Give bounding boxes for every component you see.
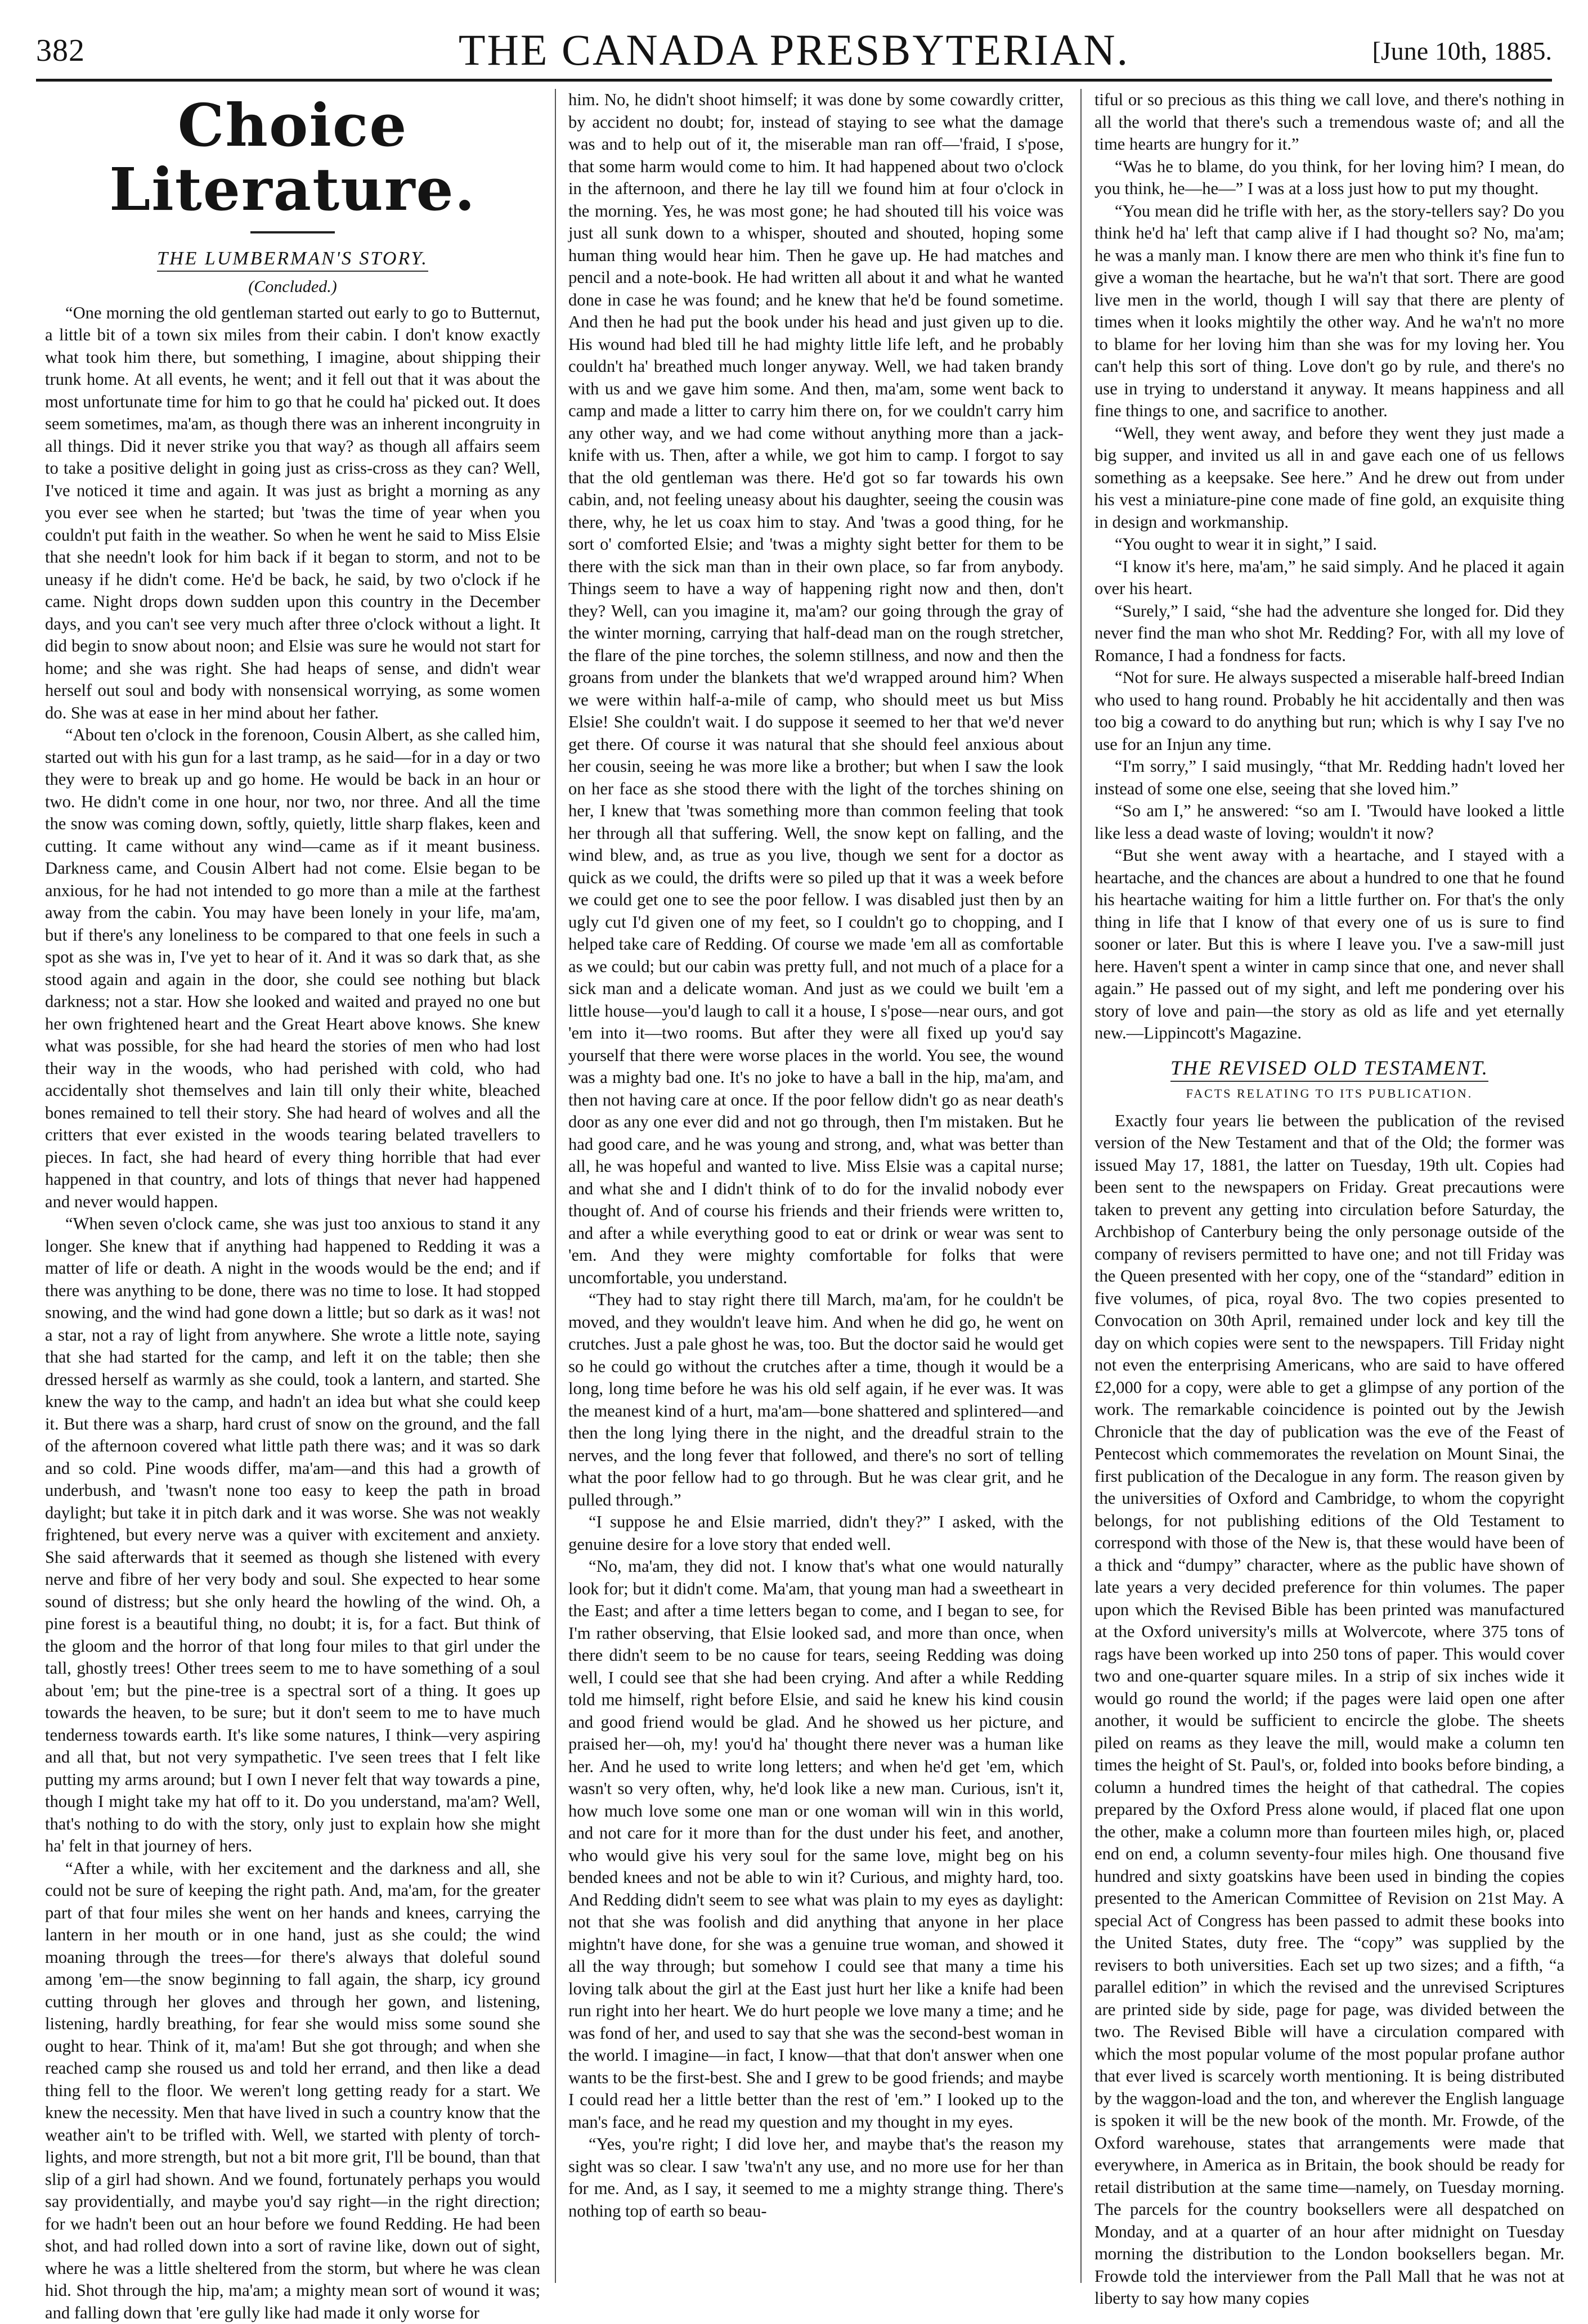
paragraph: “You mean did he trifle with her, as the story-tellers say? Do you think he'd ha' left that camp alive if I had thought so? No, ma'am; he was a manly man. I know there are men who think it's fine fun to give a woman the heartache, but he wa'n't that sort. There are good live men in the world, though I will say that there are plenty of times when it looks mightily the other way. And he wa'n't no more to blame for her loving him than she was for my loving her. You can't help this sort of thing. Love don't go by rule, and there's no use in trying to understand it anyway. It means happiness and all fine things to one, and sacrifice to another. (1094, 201, 1564, 420)
article-title-text: THE REVISED OLD TESTAMENT. (1170, 1056, 1488, 1082)
column-3 (1094, 89, 1564, 2308)
column-2 (568, 89, 1064, 2294)
paragraph: him. No, he didn't shoot himself; it was done by some cowardly critter, by accident no doubt; for, instead of staying to see what the damage was and to help out of it, the miserable man ran off—'fraid, I s'pose, that some harm would come to him. It had happened about two o'clock in the afternoon, and there he lay till we found him at four o'clock in the morning. Yes, he was most gone; he had shouted till his voice was just all sunk down to a whisper, shouted and shouted, hoping some human thing would hear him. Then he gave up. He had matches and pencil and a note-book. He had written all about it and what he wanted done in case he was found; and he knew that he'd be found sometime. And then he had put the book under his head and just given up to die. His wound had bled till he had mighty little life left, and he probably couldn't ha' breathed much longer anyway. Well, we had taken brandy with us and we gave him some. And then, ma'am, some went back to camp and made a litter to carry him there on, for we couldn't carry him any other way, and we had come without anything more than a jack-knife with us. Then, after a while, we got him to camp. I forgot to say that the old gentleman was there. He'd got so far towards his own cabin, and, not feeling uneasy about his daughter, seeing the cousin was there, why, he let us coax him to stay. And 'twas a good thing, for he sort o' comforted Elsie; and 'twas a mighty sight better for them to be there with the sick man than in their own place, so far from anybody. Things seem to have a way of happening right now and then, don't they? Well, can you imagine it, ma'am? our going through the gray of the winter morning, carrying that half-dead man on the rough stretcher, the flare of the pine torches, the solemn stillness, and now and then the groans from under the blankets that we'd wrapped around him? When we were within half-a-mile of camp, who should meet us but Miss Elsie! She couldn't wait. I do suppose it seemed to her that we'd never get there. Of course it was natural that she should feel anxious about her cousin, seeing he was more like a brother; but when I saw the look on her face as she stood there with the light of the torches shining on her, I knew that 'twas something more than common feeling that took her through all that suffering. Well, the snow kept on falling, and the wind blew, and, as true as you live, though we sent for a doctor as quick as we could, the drifts were so piled up that it was a week before we could get one to see the poor fellow. I was disabled just then by an ugly cut I'd given one of my feet, so I couldn't go to chopping, and I helped take care of Redding. Of course we made 'em all as comfortable as we could; but our cabin was pretty full, and not much of a place for a sick man and a delicate woman. And just as we could we built 'em a little house—you'd laugh to call it a house, I s'pose—near ours, and got 'em into it—two rooms. But after they were all fixed up you'd say yourself that there were worse places in the world. You see, the wound was a mighty bad one. It's no joke to have a ball in the hip, ma'am, and then not having care at once. If the poor fellow didn't go as near death's door as any one ever did and not go through, then I'm mistaken. But he had good care, and he was young and strong, and, what was better than all, he was hopeful and wanted to live. Miss Elsie was a capital nurse; and what she and I didn't think of to do for the invalid nobody ever thought of. And of course his friends and their friends were written to, and after a while everything good to eat or drink or wear was sent to 'em. And they were mighty comfortable for folks that were uncomfortable, you understand. (568, 90, 1064, 1287)
article-text (1094, 1110, 1564, 2310)
column-1 (45, 89, 540, 2322)
paragraph: “I'm sorry,” I said musingly, “that Mr. Redding hadn't loved her instead of some one else, seeing that she loved him.” (1094, 757, 1564, 798)
issue-date: [June 10th, 1885. (1372, 37, 1552, 65)
paragraph: tiful or so precious as this thing we call love, and there's nothing in all the world that there's such a tremendous waste of; and all the time hearts are hungry for it.” (1094, 90, 1564, 154)
page-number: 382 (36, 33, 85, 68)
paragraph: “They had to stay right there till March, ma'am, for he couldn't be moved, and they wouldn't leave him. And when he did go, he went on crutches. Just a pale ghost he was, too. But the doctor said he would get so he could go without the crutches after a time, though it would be a long, long time before he was his old self again, if he ever was. It was the meanest kind of a hurt, ma'am—bone shattered and splintered—and then the long lying there in the night, and the dreadful strain to the nerves, and the long fever that followed, and there's no sort of telling what the poor fellow had to go through. But he was clear grit, and he pulled through.” (568, 1290, 1064, 1509)
paragraph: Exactly four years lie between the publication of the revised version of the New Testament and that of the Old; the former was issued May 17, 1881, the latter on Tuesday, 19th ult. Copies had been sent to the newspapers on Friday. Great precautions were taken to prevent any getting into circulation before Saturday, the Archbishop of Canterbury being the only personage outside of the company of revisers permitted to have one; and not till Friday was the Queen presented with her copy, one of the “standard” edition in five volumes, of pica, royal 8vo. The two copies presented to Convocation on 30th April, remained under lock and key till the day on which copies were sent to the newspapers. Till Friday night not even the enterprising Americans, who are said to have offered £2,000 for a copy, were able to get a glimpse of any portion of the work. The remarkable coincidence is pointed out by the Jewish Chronicle that the day of publication was the eve of the Feast of Pentecost which commemorates the revelation on Mount Sinai, the first publication of the Decalogue in any form. The reason given by the universities of Oxford and Cambridge, to whom the copyright belongs, for not publishing editions of the Old Testament to correspond with those of the New is, that these would have been of a thick and “dumpy” character, where as the public have shown of late years a very decided preference for thin volumes. The paper upon which the Revised Bible has been printed was manufactured at the Oxford university's mills at Wolvercote, where 375 tons of rags have been worked up into 250 tons of paper. This would cover two and one-quarter square miles. In a strip of six inches wide it would go round the world; if the pages were laid open one after another, it would be sufficient to encircle the globe. The sheets piled on reams as they leave the mill, would make a column ten times the height of St. Paul's, or, folded into books before binding, a column a hundred times the height of that cathedral. The copies prepared by the Oxford Press alone would, if placed flat one upon the other, make a column more than fourteen miles high, or, placed end on end, a column seventy-four miles high. One thousand five hundred and sixty goatskins have been used in binding the copies presented to the American Committee of Revision on 21st May. A special Act of Congress has been passed to admit these books into the United States, duty free. The “copy” was supplied by the revisers to both universities. Each set up two sizes; and a fifth, “a parallel edition” in which the revised and the unrevised Scriptures are printed side by side, page for page, was divided between the two. The Revised Bible will have a circulation compared with which the most popular volume of the most popular profane author that ever lived is scarcely worth mentioning. It is being distributed by the waggon-load and the ton, and wherever the English language is spoken it will be the new book of the month. Mr. Frowde, of the Oxford warehouse, states that arrangements were made that everywhere, in America as in Britain, the book should be ready for retail distribution at the same time—namely, on Tuesday morning. The parcels for the country booksellers were all despatched on Monday, and at a quarter of an hour after midnight on Tuesday morning the distribution to the London booksellers began. Mr. Frowde told the interviewer from the Pall Mall that he was not at liberty to say how many copies (1094, 1111, 1564, 2308)
article-subtitle: FACTS RELATING TO ITS PUBLICATION. (1186, 1086, 1473, 1100)
paragraph: “When seven o'clock came, she was just too anxious to stand it any longer. She knew that if anything had happened to Redding it was a matter of life or death. A night in the woods would be the end; and if there was anything to be done, there was no time to lose. It had stopped snowing, and the wind had gone down a little; but so dark as it was! not a star, not a ray of light from anywhere. She wrote a little note, saying that she had started for the camp, and left it on the table; then she dressed herself as warmly as she could, took a lantern, and started. She knew the way to the camp, and hadn't an idea but what she could keep it. But there was a sharp, hard crust of snow on the ground, and the fall of the afternoon covered what little path there was; and it was so dark and so cold. Pine woods differ, ma'am—and this had a growth of underbush, and 'twasn't none too easy to keep the path in broad daylight; but take it in pitch dark and it was worse. She was not weakly frightened, but every nerve was a quiver with excitement and anxiety. She said afterwards that it seemed as though she listened with every nerve and fibre of her very body and soul. She expected to hear some sound of distress; but she only heard the howling of the wind. Oh, a pine forest is a beautiful thing, no doubt; it is, for a fact. But think of the gloom and the horror of that long four miles to that girl under the tall, ghostly trees! Other trees seem to me to have something of a soul about 'em; but the pine-tree is a spectral sort of a thing. It goes up towards the heaven, to be sure; but it don't seem to me to have much tenderness towards earth. It's like some natures, I think—very aspiring and all that, but not very sympathetic. I've seen trees that I felt like putting my arms around; but I own I never felt that way towards a pine, though I might take my hat off to it. Do you understand, ma'am? Well, that's nothing to do with the story, only just to explain how she might ha' felt in that journey of hers. (45, 1214, 540, 1856)
page-header (36, 23, 1552, 82)
paragraph: “Well, they went away, and before they went they just made a big supper, and invited us all in and gave each one of us fellows something as a keepsake. See here.” And he drew out from under his vest a miniature-pine cone made of fine gold, an exquisite thing in design and workmanship. (1094, 423, 1564, 532)
section-heading: Choice Literature. (45, 93, 540, 233)
paragraph: “Surely,” I said, “she had the adventure she longed for. Did they never find the man who shot Mr. Redding? For, with all my love of Romance, I had a fondness for facts. (1094, 601, 1564, 665)
column-rule-2 (1080, 89, 1082, 2283)
paragraph: “About ten o'clock in the forenoon, Cousin Albert, as she called him, started out with his gun for a last tramp, as he said—for in a day or two they were to break up and go home. He would be back in an hour or two. He didn't come in one hour, nor two, nor three. And all the time the snow was coming down, softly, quietly, little sharp flakes, keen and cutting. It came without any wind—came as if it meant business. Darkness came, and Cousin Albert had not come. Elsie began to be anxious, for he had not intended to go more than a mile at the farthest away from the cabin. You may have been lonely in your life, ma'am, but if there's any loneliness to be compared to that one feels in such a spot as she was in, I've yet to hear of it. And it was so dark that, as she stood again and again in the door, she could see nothing but black darkness; not a star. How she looked and waited and prayed no one but her own frightened heart and the Great Heart above knows. She knew what was possible, for she had heard the stories of men who had lost their way in the woods, who had perished with cold, who had accidentally shot themselves and lain till only their white, bleached bones remained to tell their story. She had heard of wolves and all the critters that ever existed in the woods tearing belated travellers to pieces. In fact, she had heard of every thing horrible that had ever happened in that country, and lots of things that never had happened and never would happen. (45, 725, 540, 1211)
paragraph: “One morning the old gentleman started out early to go to Butternut, a little bit of a town six miles from their cabin. I don't know exactly what took him there, but something, I imagine, about shipping their trunk home. At all events, he went; and it fell out that it was about the most unfortunate time for him to go that he could ha' picked out. It does seem sometimes, ma'am, as though there was an inherent incongruity in all things. Did it never strike you that way? as though all affairs seem to take a positive delight in going just as criss-cross as they can? Well, I've noticed it time and again. It was just as bright a morning as any you ever see when he started; but 'twas the time of year when you couldn't put faith in the weather. So when he went he said to Miss Elsie that she needn't look for him back if it began to storm, and not to be uneasy if he didn't come. He'd be back, he said, by two o'clock if he came. Night drops down sudden upon this country in the December days, and you can't see very much after three o'clock without a light. It did begin to snow about noon; and Elsie was sure he would not start for home; and she was right. She had heaps of sense, and didn't wear herself out soul and body with nonsensical worrying, as some women do. She was at ease in her mind about her father. (45, 303, 540, 722)
paragraph: “Yes, you're right; I did love her, and maybe that's the reason my sight was so clear. I saw 'twa'n't any use, and no more use for her than for me. And, as I say, it seemed to me a mighty strange thing. There's nothing top of earth so beau- (568, 2134, 1064, 2220)
concluded-note: (Concluded.) (248, 277, 337, 296)
article-title (1094, 1056, 1564, 1082)
story-text-col1 (45, 302, 540, 2324)
paragraph: “Was he to blame, do you think, for her loving him? I mean, do you think, he—he—” I was at a loss just how to put my thought. (1094, 156, 1564, 198)
paragraph: “No, ma'am, they did not. I know that's what one would naturally look for; but it didn't come. Ma'am, that young man had a sweetheart in the East; and after a time letters began to come, and I began to see, for I'm rather observing, that Elsie looked sad, and more than once, when there didn't seem to be no cause for tears, seeing Redding was doing well, I could see that she had been crying. And after a while Redding told me himself, right before Elsie, and said he knew his kind cousin and good friend would be glad. And he showed us her picture, and praised her—oh, my! you'd ha' thought there never was a human like her. And he used to write long letters; and when he'd get 'em, which wasn't so very often, why, he'd look like a new man. Curious, isn't it, how much love some one man or one woman will win in this world, and not care for it more than for the dust under his feet, and another, who would give his very soul for the same love, might beg on his bended knees and not be able to win it? Curious, and mighty hard, too. And Redding didn't seem to see what was plain to my eyes as daylight: not that she was foolish and did anything that anyone in her place mightn't have done, for she was a genuine true woman, and showed it all the way through; but somehow I could see that many a time his loving talk about the girl at the East just hurt her like a knife had been run right into her heart. We do hurt people we love many a time; and he was fond of her, and used to say that she was the second-best woman in the world. I imagine—in fact, I know—that that don't answer when one wants to be the first-best. She and I grew to be good friends; and maybe I could read her a little better than the rest of 'em.” I looked up to the man's face, and he read my question and my thought in my eyes. (568, 1557, 1064, 2132)
paragraph: “You ought to wear it in sight,” I said. (1115, 534, 1377, 554)
story-title-text: THE LUMBERMAN'S STORY. (157, 248, 428, 272)
story-text-col3 (1094, 89, 1564, 1045)
paragraph: “After a while, with her excitement and the darkness and all, she could not be sure of keeping the right path. And, ma'am, for the greater part of that four miles she went on her hands and knees, carrying the lantern in her mouth or in one hand, just as she could; the wind moaning through the trees—for there's always that doleful sound among 'em—the snow beginning to fall again, the sharp, icy ground cutting through her gloves and through her gown, and listening, listening, hardly breathing, for fear she would miss some sound she ought to hear. Think of it, ma'am! But she got through; and when she reached camp she roused us and told her errand, and then like a dead thing fell to the floor. We weren't long getting ready for a start. We knew the necessity. Men that have lived in such a country know that the weather ain't to be trifled with. Well, we started with plenty of torch-lights, and more strength, but not a bit more grit, I'll be bound, than that slip of a girl had shown. And we found, fortunately perhaps you would say providentially, and maybe you'd say right—in the right direction; for we hadn't been out an hour before we found Redding. He had been shot, and had rolled down into a sort of ravine like, down out of sight, where he was a little sheltered from the storm, but where he was clean hid. Shot through the hip, ma'am; a mighty mean sort of wound it was; and falling down that 'ere gully like had made it only worse for (45, 1858, 540, 2322)
paragraph: “I know it's here, ma'am,” he said simply. And he placed it again over his heart. (1094, 556, 1564, 598)
story-text-col2 (568, 89, 1064, 2222)
newspaper-title: THE CANADA PRESBYTERIAN. (458, 25, 1130, 74)
paragraph: “Not for sure. He always suspected a miserable half-breed Indian who used to hang round. Probably he hit accidentally and then was too big a coward to do anything but run; which is why I say I've no use for an Injun any time. (1094, 668, 1564, 754)
paragraph: “I suppose he and Elsie married, didn't they?” I asked, with the genuine desire for a love story that ended well. (568, 1512, 1064, 1554)
column-rule-1 (555, 89, 556, 2283)
paragraph: “So am I,” he answered: “so am I. 'Twould have looked a little like less a dead waste of loving; wouldn't it now? (1094, 801, 1564, 843)
story-title (45, 248, 540, 272)
paragraph: “But she went away with a heartache, and I stayed with a heartache, and the chances are about a hundred to one that he found his heartache waiting for him a little further on. For that's the only thing in life that I know of that every one of us is sure to find sooner or later. But this is where I leave you. I've a saw-mill just here. Haven't spent a winter in camp since that one, and never shall again.” He passed out of my sight, and left me pondering over his story of love and pain—the story as old as life and yet eternally new.—Lippincott's Magazine. (1094, 846, 1564, 1042)
